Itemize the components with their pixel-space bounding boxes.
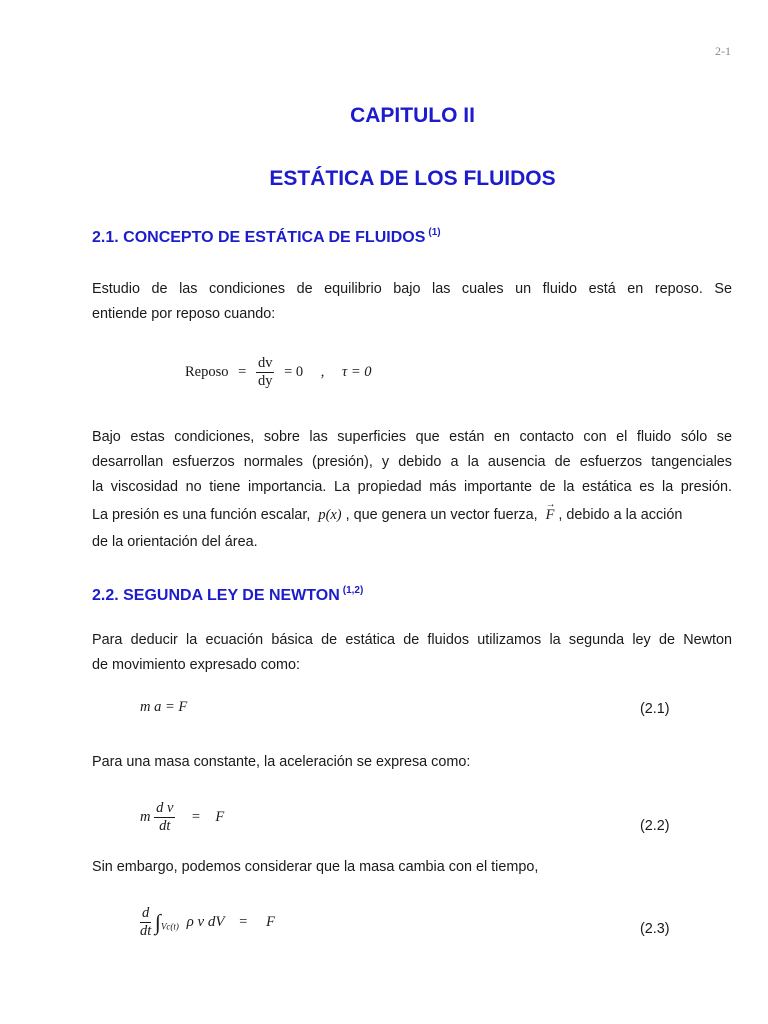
math-pressure: p(x) (318, 507, 342, 523)
eq-rhs: = F (191, 808, 225, 825)
text-fragment: La presión es una función escalar, (92, 507, 311, 523)
section-heading-2-2 (92, 585, 363, 605)
eq-body: m a = F (140, 699, 188, 715)
chapter-title: ESTÁTICA DE LOS FLUIDOS (269, 167, 556, 190)
paragraph-newton (92, 628, 732, 678)
eq-tau: τ = 0 (342, 363, 372, 380)
eq-denominator: dt (159, 818, 171, 834)
paragraph-line: Para deducir la ecuación básica de estática de fluidos utilizamos la segunda ley de Newton (92, 632, 732, 648)
paragraph-line: entiende por reposo cuando: (92, 306, 276, 322)
equation-2-3 (140, 905, 730, 955)
paragraph-line: Para una masa constante, la aceleración se expresa como: (92, 754, 471, 770)
eq-sign: = (238, 363, 247, 380)
text-fragment: , debido a la acción (558, 507, 683, 523)
eq-numerator: d (140, 905, 151, 923)
paragraph-line: la viscosidad no tiene importancia. La propiedad más importante de la estática es la presión. (92, 479, 732, 495)
eq-denominator: dt (140, 923, 152, 939)
eq-fraction (154, 800, 175, 835)
eq-integrand: ρ v dV (186, 913, 225, 930)
eq-numerator: d v (156, 800, 174, 816)
paragraph-line: Sin embargo, podemos considerar que la masa cambia con el tiempo, (92, 859, 539, 875)
paragraph-constant-mass (92, 750, 732, 775)
equation-2-1 (140, 699, 730, 716)
eq-integral-domain: Vc(t) (160, 921, 179, 932)
eq-fraction (256, 355, 275, 390)
eq-comma: , (320, 363, 325, 380)
paragraph-definition (92, 277, 732, 327)
page-number: 2-1 (715, 44, 731, 58)
text-fragment: , que genera un vector fuerza, (345, 507, 538, 523)
eq-label: Reposo (185, 363, 229, 380)
equation-number: (2.2) (640, 818, 670, 834)
paragraph-line: de movimiento expresado como: (92, 657, 300, 673)
equation-2-2 (140, 800, 730, 850)
equation-number: (2.1) (640, 701, 670, 717)
section-heading-2-1 (92, 227, 441, 247)
eq-mass: m (140, 808, 151, 825)
paragraph-line: Bajo estas condiciones, sobre las superficies que están en contacto con el fluido sólo se (92, 429, 732, 445)
eq-rhs: = F (238, 913, 275, 930)
section-reference: (1) (428, 227, 441, 238)
section-reference: (1,2) (342, 585, 364, 596)
paragraph-conditions (92, 425, 732, 555)
paragraph-variable-mass (92, 855, 732, 880)
paragraph-line: desarrollan esfuerzos normales (presión), y debido a la ausencia de esfuerzos tangenciales (92, 454, 732, 470)
section-heading-text: 2.1. CONCEPTO DE ESTÁTICA DE FLUIDOS (92, 229, 426, 246)
eq-fraction (140, 905, 151, 940)
paragraph-line: Estudio de las condiciones de equilibrio bajo las cuales un fluido está en reposo. Se (92, 281, 732, 297)
section-heading-text: 2.2. SEGUNDA LEY DE NEWTON (92, 587, 340, 604)
paragraph-line (92, 500, 732, 530)
eq-denominator: dy (257, 373, 273, 389)
math-force-vector: → F (546, 500, 555, 530)
equation-reposo (185, 355, 371, 390)
equation-number: (2.3) (640, 921, 670, 937)
eq-numerator: dv (257, 355, 273, 371)
chapter-heading: CAPITULO II (350, 104, 475, 127)
paragraph-line: de la orientación del área. (92, 534, 258, 550)
eq-integral: ∫ (154, 909, 161, 935)
eq-rhs: = 0 (284, 363, 304, 380)
